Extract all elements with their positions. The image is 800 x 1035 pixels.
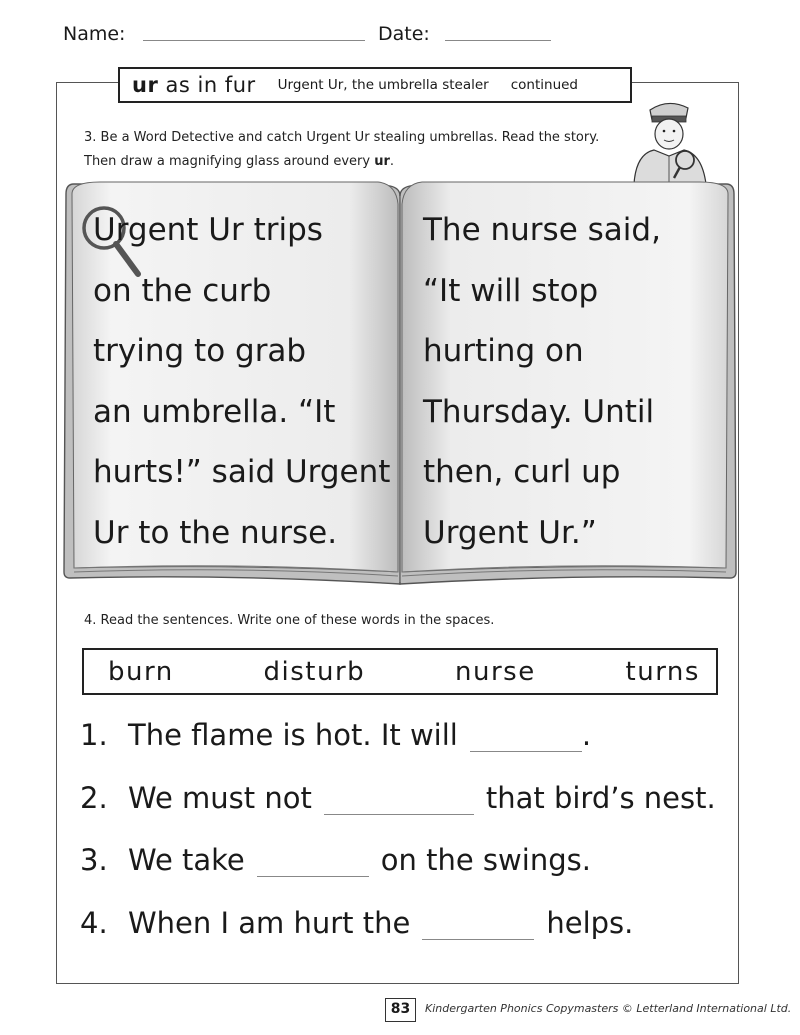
name-label: Name: [63, 23, 126, 45]
sentence-1 [80, 718, 591, 752]
activity3-instruction-line2: Then draw a magnifying glass around every ur. [84, 154, 395, 169]
story-right-page [423, 200, 661, 563]
story-line: The nurse said, [423, 212, 661, 248]
name-field[interactable] [143, 40, 365, 41]
story-line: “It will stop [423, 272, 599, 309]
sentence-text-after: that bird’s nest. [485, 781, 716, 815]
story-left-page [93, 200, 390, 563]
title-box [118, 67, 632, 103]
page-number: 83 [385, 998, 416, 1022]
answer-blank[interactable] [470, 725, 582, 752]
sentence-2 [80, 781, 716, 815]
sentence-text-after: . [581, 718, 592, 752]
sentence-text-after: on the swings. [380, 843, 591, 877]
footer-credit: Kindergarten Phonics Copymasters © Letterland International Ltd. [425, 1002, 792, 1015]
detective-officer-illustration [622, 96, 714, 186]
story-line: trying to grab [93, 333, 307, 369]
date-field[interactable] [445, 40, 551, 41]
word-bank-item: nurse [455, 656, 536, 687]
word-bank-item: disturb [263, 656, 366, 687]
story-line: an umbrella. “It [93, 393, 336, 430]
sentence-3 [80, 843, 591, 877]
story-line: Urgent Ur.” [423, 514, 597, 551]
word-bank-item: burn [108, 656, 174, 687]
story-line: Thursday. Until [423, 393, 655, 430]
story-line: Ur to the nurse. [93, 514, 338, 551]
story-line: hurting on [423, 333, 584, 369]
sentence-4 [80, 906, 633, 940]
title-continued: continued [510, 77, 579, 93]
story-line: Urgent Ur trips [93, 212, 323, 248]
activity4-instruction: 4. Read the sentences. Write one of these words in the spaces. [84, 613, 495, 628]
answer-blank[interactable] [422, 913, 534, 940]
date-label: Date: [378, 23, 430, 45]
sentence-text-before: We must not [128, 781, 312, 815]
sentence-number: 3. [80, 843, 108, 877]
sentence-text-after: helps. [546, 906, 634, 940]
answer-blank[interactable] [257, 850, 369, 877]
sentence-text-before: The flame is hot. It will [128, 718, 458, 752]
story-line: hurts!” said Urgent [93, 454, 391, 490]
sentence-text-before: When I am hurt the [128, 906, 411, 940]
sentence-number: 2. [80, 781, 108, 815]
story-line: then, curl up [423, 454, 621, 490]
story-line: on the curb [93, 272, 272, 309]
title-subtitle: Urgent Ur, the umbrella stealer [277, 77, 489, 93]
word-bank-item: turns [625, 656, 700, 687]
word-bank [82, 648, 718, 695]
sentence-number: 4. [80, 906, 108, 940]
activity3-instruction-line1: 3. Be a Word Detective and catch Urgent Ur stealing umbrellas. Read the story. [84, 130, 600, 145]
sentence-number: 1. [80, 718, 108, 752]
answer-blank[interactable] [324, 788, 474, 815]
title-phonogram: ur as in fur [132, 73, 256, 97]
sentence-text-before: We take [128, 843, 245, 877]
